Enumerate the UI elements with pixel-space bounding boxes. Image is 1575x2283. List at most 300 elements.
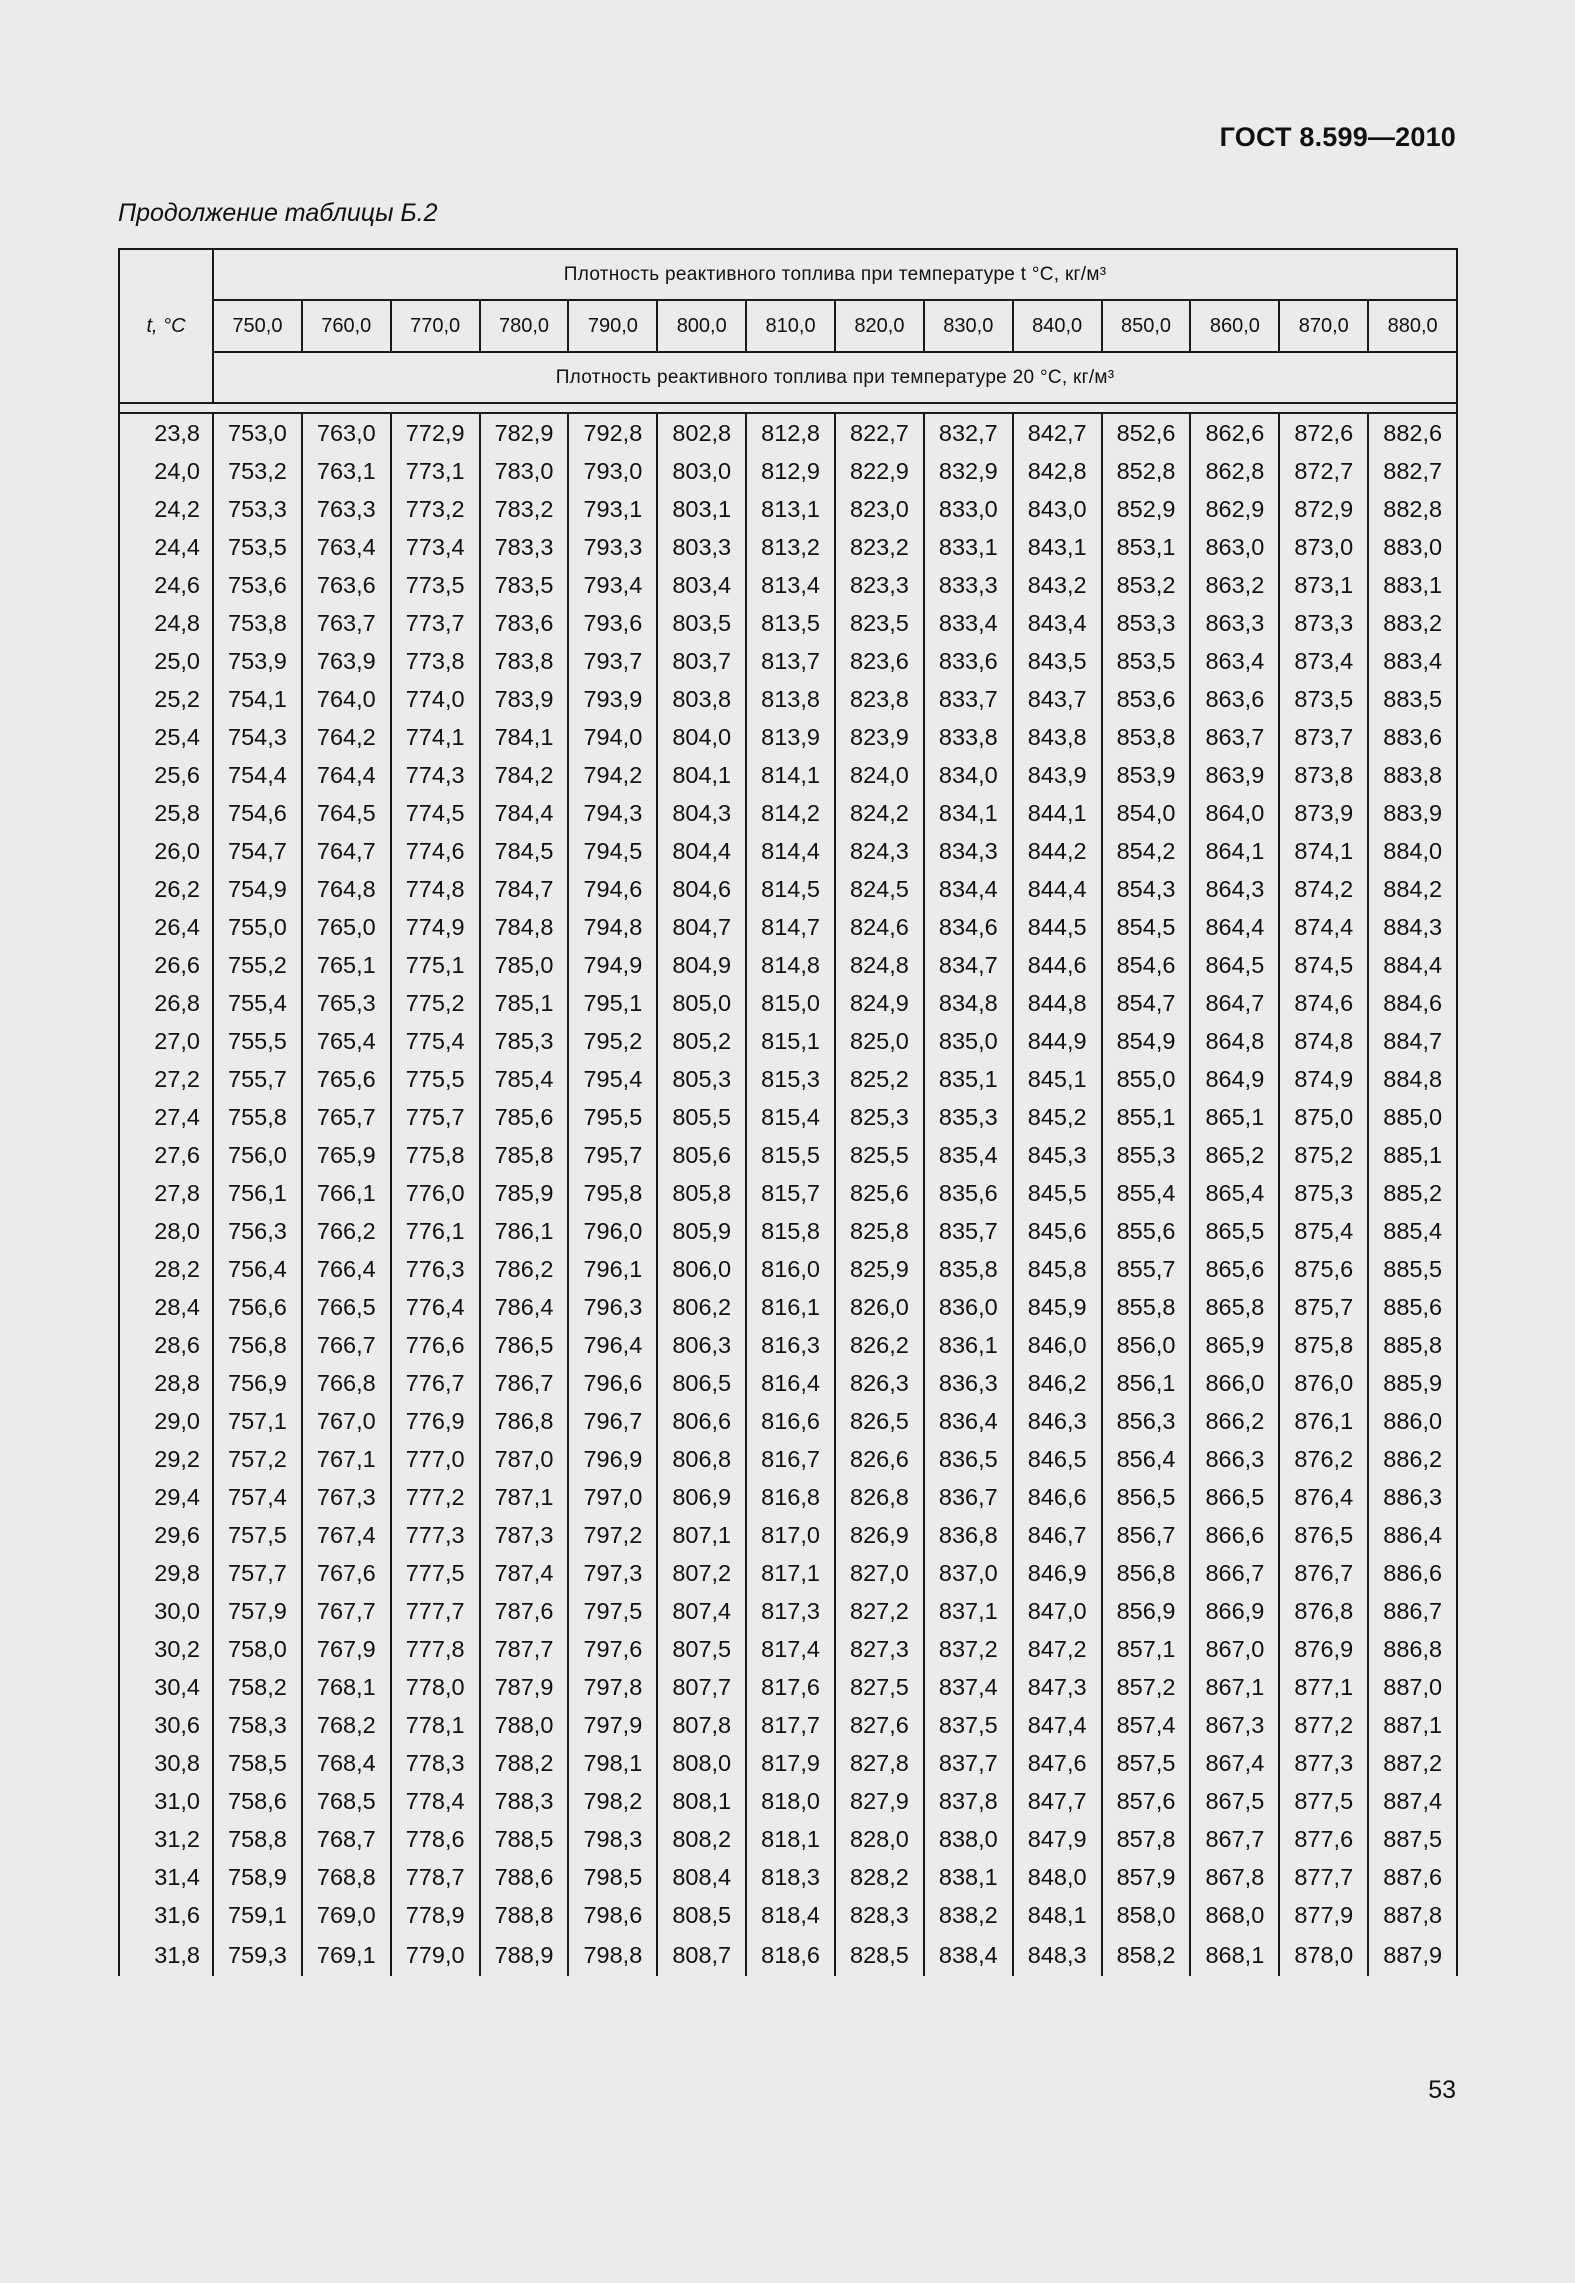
density-cell: 865,6 (1190, 1250, 1279, 1288)
density-cell: 854,3 (1102, 870, 1191, 908)
density-cell: 844,8 (1013, 984, 1102, 1022)
density-cell: 812,9 (746, 452, 835, 490)
density-cell: 776,3 (391, 1250, 480, 1288)
density-cell: 796,1 (568, 1250, 657, 1288)
density-cell: 807,8 (657, 1706, 746, 1744)
density-cell: 854,2 (1102, 832, 1191, 870)
density-cell: 834,6 (924, 908, 1013, 946)
density-cell: 804,1 (657, 756, 746, 794)
density-cell: 846,0 (1013, 1326, 1102, 1364)
density-cell: 773,1 (391, 452, 480, 490)
density-cell: 814,8 (746, 946, 835, 984)
density-cell: 806,3 (657, 1326, 746, 1364)
density-cell: 788,0 (480, 1706, 569, 1744)
density-cell: 887,9 (1368, 1934, 1457, 1976)
density-table (118, 248, 1458, 1976)
density-cell: 863,2 (1190, 566, 1279, 604)
density-cell: 764,7 (302, 832, 391, 870)
density-cell: 863,0 (1190, 528, 1279, 566)
density-cell: 824,3 (835, 832, 924, 870)
density-cell: 797,2 (568, 1516, 657, 1554)
density-cell: 836,7 (924, 1478, 1013, 1516)
table-row (119, 528, 1457, 566)
density-cell: 855,1 (1102, 1098, 1191, 1136)
column-header: 750,0 (213, 300, 302, 352)
density-cell: 874,9 (1279, 1060, 1368, 1098)
density-cell: 757,4 (213, 1478, 302, 1516)
density-cell: 753,5 (213, 528, 302, 566)
density-cell: 833,6 (924, 642, 1013, 680)
table-row (119, 1934, 1457, 1976)
density-cell: 777,2 (391, 1478, 480, 1516)
density-cell: 773,5 (391, 566, 480, 604)
density-cell: 863,4 (1190, 642, 1279, 680)
temperature-cell: 25,6 (119, 756, 213, 794)
density-cell: 887,8 (1368, 1896, 1457, 1934)
table-row (119, 794, 1457, 832)
density-cell: 868,0 (1190, 1896, 1279, 1934)
density-cell: 876,7 (1279, 1554, 1368, 1592)
density-cell: 856,9 (1102, 1592, 1191, 1630)
density-cell: 833,4 (924, 604, 1013, 642)
density-cell: 875,3 (1279, 1174, 1368, 1212)
table-row (119, 566, 1457, 604)
density-cell: 784,5 (480, 832, 569, 870)
density-cell: 784,1 (480, 718, 569, 756)
density-cell: 814,2 (746, 794, 835, 832)
density-cell: 813,8 (746, 680, 835, 718)
density-cell: 808,4 (657, 1858, 746, 1896)
temperature-cell: 27,6 (119, 1136, 213, 1174)
density-cell: 776,4 (391, 1288, 480, 1326)
density-cell: 767,4 (302, 1516, 391, 1554)
density-cell: 825,2 (835, 1060, 924, 1098)
density-cell: 874,1 (1279, 832, 1368, 870)
density-cell: 868,1 (1190, 1934, 1279, 1976)
temperature-cell: 24,6 (119, 566, 213, 604)
density-cell: 793,0 (568, 452, 657, 490)
density-cell: 754,6 (213, 794, 302, 832)
density-cell: 805,2 (657, 1022, 746, 1060)
density-cell: 848,0 (1013, 1858, 1102, 1896)
density-cell: 793,1 (568, 490, 657, 528)
density-cell: 798,2 (568, 1782, 657, 1820)
density-cell: 772,9 (391, 413, 480, 452)
density-cell: 775,2 (391, 984, 480, 1022)
density-cell: 756,3 (213, 1212, 302, 1250)
density-cell: 872,7 (1279, 452, 1368, 490)
density-cell: 822,9 (835, 452, 924, 490)
density-cell: 856,0 (1102, 1326, 1191, 1364)
column-header: 780,0 (480, 300, 569, 352)
density-cell: 767,3 (302, 1478, 391, 1516)
density-cell: 765,9 (302, 1136, 391, 1174)
density-cell: 823,5 (835, 604, 924, 642)
density-cell: 754,4 (213, 756, 302, 794)
temperature-cell: 27,2 (119, 1060, 213, 1098)
density-cell: 843,7 (1013, 680, 1102, 718)
corner-unit: , °С (152, 314, 186, 337)
density-cell: 843,9 (1013, 756, 1102, 794)
table-row (119, 1250, 1457, 1288)
density-cell: 758,0 (213, 1630, 302, 1668)
density-cell: 864,9 (1190, 1060, 1279, 1098)
density-cell: 878,0 (1279, 1934, 1368, 1976)
density-cell: 844,1 (1013, 794, 1102, 832)
density-cell: 843,1 (1013, 528, 1102, 566)
density-cell: 808,5 (657, 1896, 746, 1934)
density-cell: 764,8 (302, 870, 391, 908)
density-cell: 768,5 (302, 1782, 391, 1820)
density-cell: 827,0 (835, 1554, 924, 1592)
density-cell: 877,6 (1279, 1820, 1368, 1858)
density-cell: 815,3 (746, 1060, 835, 1098)
temperature-cell: 30,2 (119, 1630, 213, 1668)
density-cell: 767,9 (302, 1630, 391, 1668)
density-cell: 886,2 (1368, 1440, 1457, 1478)
density-cell: 779,0 (391, 1934, 480, 1976)
density-cell: 805,6 (657, 1136, 746, 1174)
density-cell: 874,8 (1279, 1022, 1368, 1060)
density-cell: 885,9 (1368, 1364, 1457, 1402)
density-cell: 823,6 (835, 642, 924, 680)
density-cell: 753,2 (213, 452, 302, 490)
density-cell: 778,7 (391, 1858, 480, 1896)
density-cell: 766,8 (302, 1364, 391, 1402)
density-cell: 835,3 (924, 1098, 1013, 1136)
temperature-cell: 31,4 (119, 1858, 213, 1896)
column-header: 880,0 (1368, 300, 1457, 352)
temperature-cell: 24,0 (119, 452, 213, 490)
density-cell: 807,2 (657, 1554, 746, 1592)
density-cell: 866,6 (1190, 1516, 1279, 1554)
column-header: 830,0 (924, 300, 1013, 352)
density-cell: 798,5 (568, 1858, 657, 1896)
density-cell: 785,1 (480, 984, 569, 1022)
density-cell: 783,5 (480, 566, 569, 604)
density-cell: 848,3 (1013, 1934, 1102, 1976)
density-cell: 804,9 (657, 946, 746, 984)
density-cell: 886,8 (1368, 1630, 1457, 1668)
density-cell: 876,9 (1279, 1630, 1368, 1668)
density-cell: 776,1 (391, 1212, 480, 1250)
density-cell: 806,2 (657, 1288, 746, 1326)
header-gap (119, 403, 1457, 413)
density-cell: 815,5 (746, 1136, 835, 1174)
column-header: 760,0 (302, 300, 391, 352)
top-caption: Плотность реактивного топлива при температуре t °С, кг/м³ (213, 249, 1457, 300)
density-cell: 757,2 (213, 1440, 302, 1478)
density-cell: 787,3 (480, 1516, 569, 1554)
density-cell: 864,7 (1190, 984, 1279, 1022)
density-cell: 823,8 (835, 680, 924, 718)
density-cell: 866,3 (1190, 1440, 1279, 1478)
density-cell: 793,6 (568, 604, 657, 642)
density-cell: 753,9 (213, 642, 302, 680)
density-cell: 838,0 (924, 1820, 1013, 1858)
density-cell: 769,0 (302, 1896, 391, 1934)
density-cell: 837,2 (924, 1630, 1013, 1668)
temperature-cell: 28,2 (119, 1250, 213, 1288)
density-cell: 873,1 (1279, 566, 1368, 604)
density-cell: 818,0 (746, 1782, 835, 1820)
density-cell: 885,5 (1368, 1250, 1457, 1288)
density-cell: 803,0 (657, 452, 746, 490)
density-cell: 825,9 (835, 1250, 924, 1288)
table-row (119, 1782, 1457, 1820)
density-cell: 759,1 (213, 1896, 302, 1934)
density-cell: 882,8 (1368, 490, 1457, 528)
density-cell: 823,0 (835, 490, 924, 528)
density-cell: 832,7 (924, 413, 1013, 452)
density-cell: 795,8 (568, 1174, 657, 1212)
density-cell: 806,6 (657, 1402, 746, 1440)
density-cell: 817,0 (746, 1516, 835, 1554)
density-cell: 775,7 (391, 1098, 480, 1136)
density-cell: 873,7 (1279, 718, 1368, 756)
density-cell: 865,4 (1190, 1174, 1279, 1212)
density-cell: 845,1 (1013, 1060, 1102, 1098)
density-cell: 787,1 (480, 1478, 569, 1516)
density-cell: 885,2 (1368, 1174, 1457, 1212)
standard-designation: ГОСТ 8.599—2010 (1219, 122, 1456, 152)
density-cell: 846,6 (1013, 1478, 1102, 1516)
density-cell: 778,3 (391, 1744, 480, 1782)
table-row (119, 642, 1457, 680)
density-cell: 817,4 (746, 1630, 835, 1668)
density-cell: 845,3 (1013, 1136, 1102, 1174)
column-header: 870,0 (1279, 300, 1368, 352)
table-row (119, 1516, 1457, 1554)
density-cell: 794,5 (568, 832, 657, 870)
density-cell: 873,5 (1279, 680, 1368, 718)
density-cell: 816,1 (746, 1288, 835, 1326)
density-cell: 763,6 (302, 566, 391, 604)
density-cell: 877,7 (1279, 1858, 1368, 1896)
table-row (119, 1440, 1457, 1478)
density-cell: 854,9 (1102, 1022, 1191, 1060)
density-cell: 877,5 (1279, 1782, 1368, 1820)
density-cell: 773,8 (391, 642, 480, 680)
density-cell: 768,7 (302, 1820, 391, 1858)
temperature-cell: 26,0 (119, 832, 213, 870)
density-cell: 796,7 (568, 1402, 657, 1440)
density-cell: 817,1 (746, 1554, 835, 1592)
density-cell: 867,7 (1190, 1820, 1279, 1858)
table-row (119, 984, 1457, 1022)
density-cell: 886,0 (1368, 1402, 1457, 1440)
density-cell: 797,5 (568, 1592, 657, 1630)
density-cell: 775,1 (391, 946, 480, 984)
density-cell: 786,5 (480, 1326, 569, 1364)
density-cell: 865,9 (1190, 1326, 1279, 1364)
density-cell: 874,2 (1279, 870, 1368, 908)
density-cell: 768,1 (302, 1668, 391, 1706)
density-cell: 777,8 (391, 1630, 480, 1668)
density-cell: 857,8 (1102, 1820, 1191, 1858)
density-cell: 875,0 (1279, 1098, 1368, 1136)
density-cell: 758,6 (213, 1782, 302, 1820)
density-cell: 825,3 (835, 1098, 924, 1136)
density-cell: 764,0 (302, 680, 391, 718)
density-cell: 835,0 (924, 1022, 1013, 1060)
column-header: 770,0 (391, 300, 480, 352)
density-cell: 873,3 (1279, 604, 1368, 642)
temperature-cell: 26,2 (119, 870, 213, 908)
density-cell: 864,5 (1190, 946, 1279, 984)
table-row (119, 1478, 1457, 1516)
density-cell: 814,7 (746, 908, 835, 946)
density-cell: 805,9 (657, 1212, 746, 1250)
density-cell: 823,2 (835, 528, 924, 566)
density-cell: 785,8 (480, 1136, 569, 1174)
density-cell: 763,4 (302, 528, 391, 566)
density-cell: 885,6 (1368, 1288, 1457, 1326)
density-cell: 804,0 (657, 718, 746, 756)
density-cell: 767,1 (302, 1440, 391, 1478)
density-cell: 846,9 (1013, 1554, 1102, 1592)
density-cell: 753,6 (213, 566, 302, 604)
table-body (119, 413, 1457, 1976)
density-cell: 836,4 (924, 1402, 1013, 1440)
table-row (119, 1554, 1457, 1592)
density-cell: 877,2 (1279, 1706, 1368, 1744)
density-cell: 855,3 (1102, 1136, 1191, 1174)
density-cell: 767,6 (302, 1554, 391, 1592)
density-cell: 764,4 (302, 756, 391, 794)
table-row (119, 1288, 1457, 1326)
density-cell: 887,1 (1368, 1706, 1457, 1744)
density-cell: 797,8 (568, 1668, 657, 1706)
density-cell: 836,0 (924, 1288, 1013, 1326)
density-cell: 837,8 (924, 1782, 1013, 1820)
density-cell: 873,4 (1279, 642, 1368, 680)
density-cell: 854,6 (1102, 946, 1191, 984)
density-cell: 887,6 (1368, 1858, 1457, 1896)
density-cell: 876,1 (1279, 1402, 1368, 1440)
density-cell: 834,4 (924, 870, 1013, 908)
density-cell: 876,0 (1279, 1364, 1368, 1402)
density-cell: 786,2 (480, 1250, 569, 1288)
density-cell: 822,7 (835, 413, 924, 452)
density-cell: 826,6 (835, 1440, 924, 1478)
density-cell: 803,7 (657, 642, 746, 680)
density-cell: 782,9 (480, 413, 569, 452)
density-cell: 763,3 (302, 490, 391, 528)
density-cell: 883,5 (1368, 680, 1457, 718)
density-cell: 847,3 (1013, 1668, 1102, 1706)
density-cell: 774,5 (391, 794, 480, 832)
temperature-cell: 31,2 (119, 1820, 213, 1858)
density-cell: 854,5 (1102, 908, 1191, 946)
density-cell: 765,0 (302, 908, 391, 946)
density-cell: 754,9 (213, 870, 302, 908)
density-cell: 823,9 (835, 718, 924, 756)
density-cell: 884,2 (1368, 870, 1457, 908)
density-cell: 876,5 (1279, 1516, 1368, 1554)
sub-caption: Плотность реактивного топлива при температуре 20 °С, кг/м³ (213, 352, 1457, 403)
density-cell: 777,0 (391, 1440, 480, 1478)
density-cell: 873,8 (1279, 756, 1368, 794)
density-cell: 788,8 (480, 1896, 569, 1934)
density-cell: 885,8 (1368, 1326, 1457, 1364)
density-cell: 857,9 (1102, 1858, 1191, 1896)
density-cell: 854,0 (1102, 794, 1191, 832)
density-cell: 797,3 (568, 1554, 657, 1592)
density-cell: 798,3 (568, 1820, 657, 1858)
table-row (119, 1592, 1457, 1630)
density-cell: 855,7 (1102, 1250, 1191, 1288)
density-cell: 793,9 (568, 680, 657, 718)
density-cell: 767,0 (302, 1402, 391, 1440)
density-cell: 755,5 (213, 1022, 302, 1060)
density-cell: 866,5 (1190, 1478, 1279, 1516)
density-cell: 827,3 (835, 1630, 924, 1668)
corner-variable: t (146, 314, 152, 337)
density-cell: 776,0 (391, 1174, 480, 1212)
density-cell: 835,4 (924, 1136, 1013, 1174)
density-cell: 877,3 (1279, 1744, 1368, 1782)
density-cell: 885,1 (1368, 1136, 1457, 1174)
density-cell: 765,1 (302, 946, 391, 984)
temperature-cell: 23,8 (119, 413, 213, 452)
density-cell: 882,7 (1368, 452, 1457, 490)
density-cell: 766,4 (302, 1250, 391, 1288)
density-cell: 865,2 (1190, 1136, 1279, 1174)
density-cell: 815,8 (746, 1212, 835, 1250)
density-cell: 817,3 (746, 1592, 835, 1630)
density-cell: 756,6 (213, 1288, 302, 1326)
density-cell: 793,3 (568, 528, 657, 566)
density-cell: 756,9 (213, 1364, 302, 1402)
density-cell: 872,9 (1279, 490, 1368, 528)
density-cell: 875,8 (1279, 1326, 1368, 1364)
table-row (119, 1402, 1457, 1440)
density-cell: 845,6 (1013, 1212, 1102, 1250)
density-cell: 817,6 (746, 1668, 835, 1706)
density-cell: 887,4 (1368, 1782, 1457, 1820)
density-cell: 817,9 (746, 1744, 835, 1782)
density-cell: 835,6 (924, 1174, 1013, 1212)
density-cell: 856,8 (1102, 1554, 1191, 1592)
density-cell: 805,5 (657, 1098, 746, 1136)
density-cell: 884,6 (1368, 984, 1457, 1022)
density-cell: 844,5 (1013, 908, 1102, 946)
density-cell: 884,8 (1368, 1060, 1457, 1098)
density-cell: 755,7 (213, 1060, 302, 1098)
density-cell: 818,6 (746, 1934, 835, 1976)
density-cell: 794,8 (568, 908, 657, 946)
density-cell: 843,0 (1013, 490, 1102, 528)
density-cell: 838,4 (924, 1934, 1013, 1976)
density-cell: 796,6 (568, 1364, 657, 1402)
density-cell: 775,4 (391, 1022, 480, 1060)
density-cell: 794,3 (568, 794, 657, 832)
density-cell: 808,0 (657, 1744, 746, 1782)
density-cell: 805,8 (657, 1174, 746, 1212)
density-cell: 802,8 (657, 413, 746, 452)
table-row (119, 1896, 1457, 1934)
density-cell: 847,7 (1013, 1782, 1102, 1820)
density-cell: 846,2 (1013, 1364, 1102, 1402)
density-cell: 843,2 (1013, 566, 1102, 604)
density-cell: 785,3 (480, 1022, 569, 1060)
table-row (119, 1174, 1457, 1212)
density-cell: 866,7 (1190, 1554, 1279, 1592)
temperature-cell: 27,4 (119, 1098, 213, 1136)
density-cell: 784,7 (480, 870, 569, 908)
density-cell: 758,8 (213, 1820, 302, 1858)
